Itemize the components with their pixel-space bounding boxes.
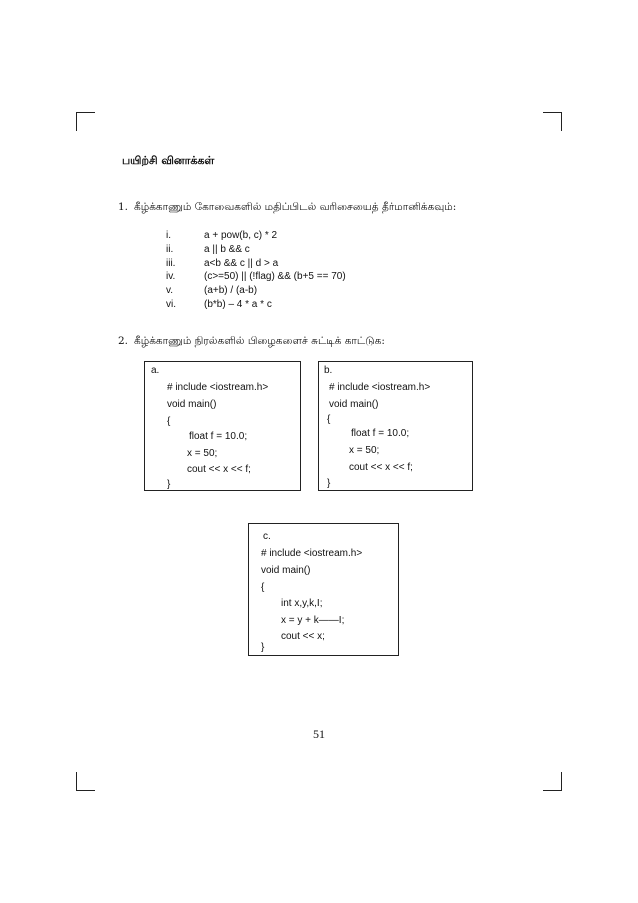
expression-text: a || b && c	[204, 243, 250, 255]
expression-text: (b*b) – 4 * a * c	[204, 298, 272, 310]
expression-text: (c>=50) || (!flag) && (b+5 == 70)	[204, 271, 346, 283]
crop-mark-top-left	[76, 112, 95, 131]
code-line: cout << x << f;	[349, 462, 413, 473]
expression-item	[166, 285, 346, 299]
expression-item	[166, 299, 346, 313]
expression-label: ii.	[166, 243, 174, 255]
expression-text: (a+b) / (a-b)	[204, 285, 258, 297]
code-line: {	[261, 582, 265, 593]
expression-text: a<b && c || d > a	[204, 257, 279, 269]
code-line: }	[261, 642, 265, 653]
expression-label: vi.	[166, 298, 176, 310]
code-line: # include <iostream.h>	[329, 382, 431, 393]
program-label: a.	[151, 365, 160, 376]
code-line: }	[327, 478, 331, 489]
program-box-b	[318, 361, 473, 491]
code-line: void main()	[329, 399, 379, 410]
program-label: c.	[263, 531, 271, 542]
program-label: b.	[324, 365, 333, 376]
code-line: x = 50;	[187, 448, 218, 459]
expression-item	[166, 244, 346, 258]
code-line: {	[167, 416, 171, 427]
code-line: }	[167, 479, 171, 490]
expression-item	[166, 230, 346, 244]
code-line: {	[327, 414, 331, 425]
expression-text: a + pow(b, c) * 2	[204, 230, 278, 241]
expression-label: v.	[166, 285, 174, 297]
exercise-heading: பயிற்சி வினாக்கள்	[122, 154, 215, 167]
crop-mark-top-right	[543, 112, 562, 131]
question-1	[118, 201, 456, 214]
expression-item	[166, 258, 346, 272]
question-1-text: கீழ்க்காணும் கோவைகளில் மதிப்பிடல் வரிசையைத் தீர்மானிக்கவும்:	[134, 201, 457, 213]
code-line: float f = 10.0;	[351, 428, 410, 439]
code-line: # include <iostream.h>	[167, 382, 269, 393]
question-2-text: கீழ்க்காணும் நிரல்களில் பிழைகளைச் சுட்டிக் காட்டுக:	[134, 335, 385, 347]
page-number: 51	[313, 727, 325, 741]
code-line: void main()	[167, 399, 217, 410]
code-line: float f = 10.0;	[189, 431, 248, 442]
code-line: # include <iostream.h>	[261, 548, 363, 559]
program-box-c	[248, 523, 399, 656]
crop-mark-bottom-left	[76, 772, 95, 791]
expression-item	[166, 271, 346, 285]
question-2	[118, 335, 385, 348]
program-box-a	[144, 361, 301, 491]
question-2-number: 2.	[118, 335, 129, 347]
expression-list	[166, 230, 346, 313]
code-line: x = 50;	[349, 445, 380, 456]
expression-label: iii.	[166, 257, 176, 269]
crop-mark-bottom-right	[543, 772, 562, 791]
question-1-number: 1.	[118, 201, 129, 213]
expression-label: iv.	[166, 271, 176, 283]
code-line: cout << x << f;	[187, 464, 251, 475]
code-line: x = y + k——I;	[281, 615, 345, 626]
code-line: cout << x;	[281, 631, 325, 642]
code-line: int x,y,k,I;	[281, 598, 323, 609]
expression-label: i.	[166, 230, 171, 241]
code-line: void main()	[261, 565, 311, 576]
